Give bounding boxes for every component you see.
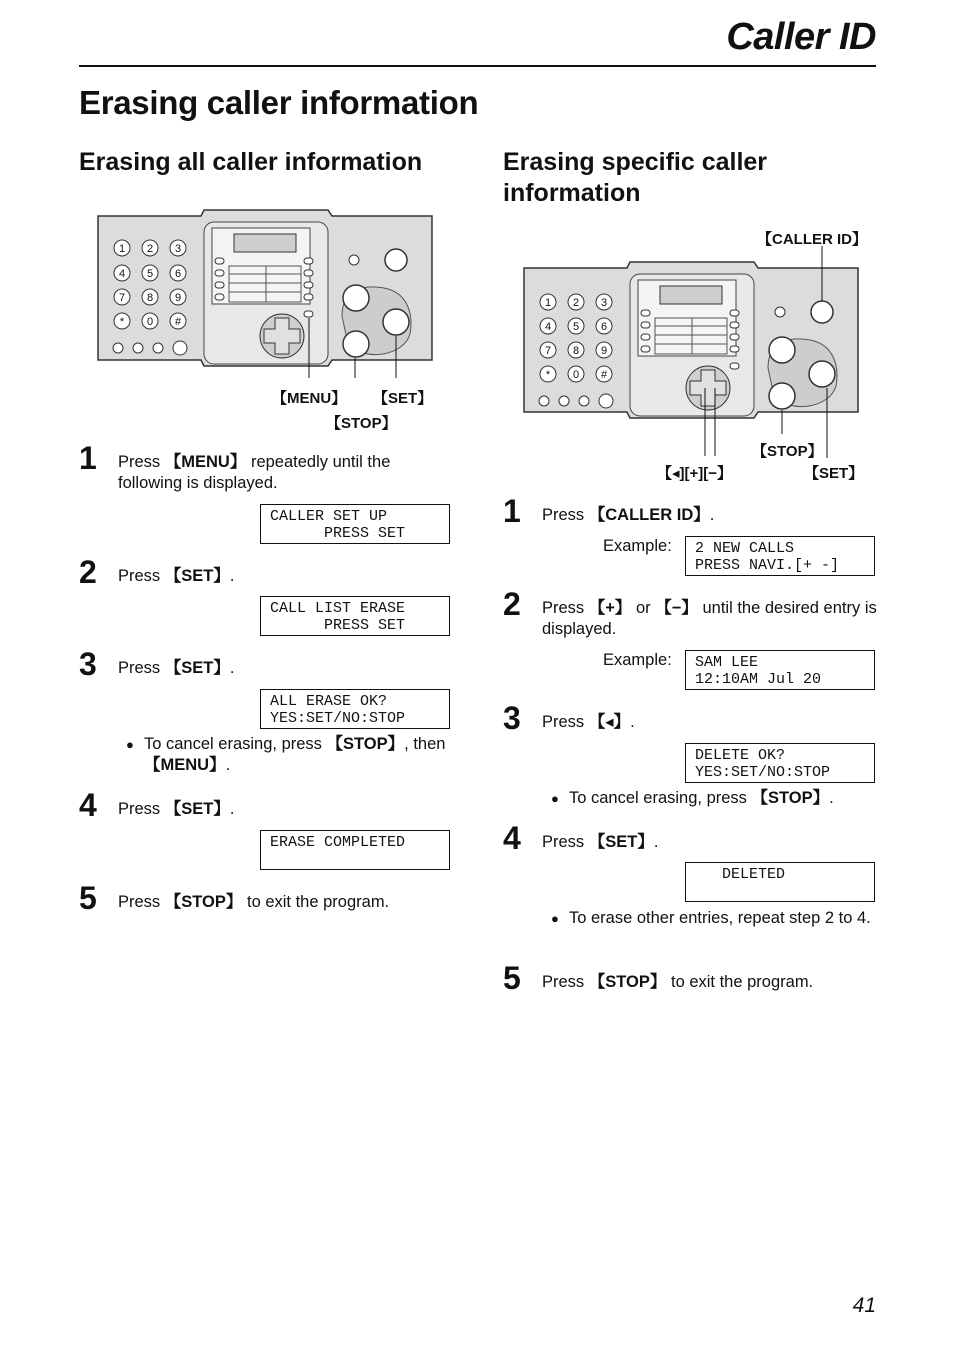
svg-text:2: 2 <box>146 243 154 255</box>
svg-text:8: 8 <box>572 345 580 357</box>
step-number: 4 <box>79 787 97 823</box>
lcd-display: CALLER SET UP PRESS SET <box>260 504 450 544</box>
set-key-callout: 【SET】 <box>804 465 864 482</box>
svg-text:7: 7 <box>118 292 126 304</box>
step-instruction: Press 【SET】. <box>542 833 659 851</box>
title-rule <box>79 65 876 67</box>
caller-id-key-callout: 【CALLER ID】 <box>757 231 868 248</box>
bullet-dot: ● <box>126 737 134 752</box>
menu-key-callout: 【MENU】 <box>272 390 347 407</box>
svg-text:1: 1 <box>544 297 552 309</box>
svg-text:7: 7 <box>544 345 552 357</box>
lcd-display: ALL ERASE OK? YES:SET/NO:STOP <box>260 689 450 729</box>
svg-text:1: 1 <box>118 243 126 255</box>
bullet-note: ● To erase other entries, repeat step 2 to 4. <box>551 909 871 927</box>
lcd-display: CALL LIST ERASE PRESS SET <box>260 596 450 636</box>
step-number: 5 <box>79 880 97 916</box>
stop-key-callout: 【STOP】 <box>326 415 397 432</box>
svg-text:0: 0 <box>572 369 580 381</box>
fax-device-illustration-left <box>96 208 436 378</box>
step-number: 2 <box>79 554 97 590</box>
lcd-display: 2 NEW CALLS PRESS NAVI.[+ -] <box>685 536 875 576</box>
example-label: Example: <box>603 537 672 555</box>
svg-text:*: * <box>119 316 125 328</box>
svg-text:4: 4 <box>544 321 552 333</box>
lcd-display: ERASE COMPLETED <box>260 830 450 870</box>
step-number: 2 <box>503 586 521 622</box>
bullet-note: ● To cancel erasing, press 【STOP】. <box>551 789 834 807</box>
step-instruction: Press 【STOP】 to exit the program. <box>118 893 390 911</box>
step-instruction: Press 【STOP】 to exit the program. <box>542 973 814 991</box>
bullet-note: ● To cancel erasing, press 【STOP】, then 【MENU】. <box>126 735 446 774</box>
svg-text:6: 6 <box>174 268 182 280</box>
svg-text:3: 3 <box>174 243 182 255</box>
step-number: 5 <box>503 960 521 996</box>
svg-text:4: 4 <box>118 268 126 280</box>
step-instruction: Press 【MENU】 repeatedly until the following is displayed. <box>118 453 391 492</box>
section-title: Caller ID <box>726 16 876 58</box>
page-title: Erasing caller information <box>79 84 479 121</box>
svg-text:5: 5 <box>572 321 580 333</box>
nav-keys-callout: 【◂][+][−】 <box>657 465 733 482</box>
svg-text:6: 6 <box>600 321 608 333</box>
step-number: 3 <box>79 646 97 682</box>
svg-text:9: 9 <box>600 345 608 357</box>
lcd-display: DELETE OK? YES:SET/NO:STOP <box>685 743 875 783</box>
step-number: 3 <box>503 700 521 736</box>
step-instruction: Press 【SET】. <box>118 800 235 818</box>
page-number: 41 <box>852 1294 876 1317</box>
svg-text:2: 2 <box>572 297 580 309</box>
right-subtitle: Erasing specific caller information <box>503 148 768 207</box>
svg-text:#: # <box>174 316 182 328</box>
step-instruction: Press 【CALLER ID】. <box>542 506 715 524</box>
left-subtitle: Erasing all caller information <box>79 148 423 176</box>
stop-key-callout: 【STOP】 <box>752 443 823 460</box>
set-key-callout: 【SET】 <box>373 390 433 407</box>
step-number: 1 <box>79 440 97 476</box>
svg-text:8: 8 <box>146 292 154 304</box>
lcd-display: SAM LEE 12:10AM Jul 20 <box>685 650 875 690</box>
step-instruction: Press 【SET】. <box>118 659 235 677</box>
step-instruction: Press 【SET】. <box>118 567 235 585</box>
step-instruction: Press 【+】 or 【−】 until the desired entry is displayed. <box>542 599 877 638</box>
step-instruction: Press 【◂】. <box>542 713 635 731</box>
svg-text:0: 0 <box>146 316 154 328</box>
svg-text:3: 3 <box>600 297 608 309</box>
svg-text:9: 9 <box>174 292 182 304</box>
svg-text:5: 5 <box>146 268 154 280</box>
step-number: 1 <box>503 493 521 529</box>
bullet-dot: ● <box>551 911 559 926</box>
svg-text:#: # <box>600 369 608 381</box>
svg-text:*: * <box>545 369 551 381</box>
lcd-display: DELETED <box>685 862 875 902</box>
step-number: 4 <box>503 820 521 856</box>
example-label: Example: <box>603 651 672 669</box>
bullet-dot: ● <box>551 791 559 806</box>
